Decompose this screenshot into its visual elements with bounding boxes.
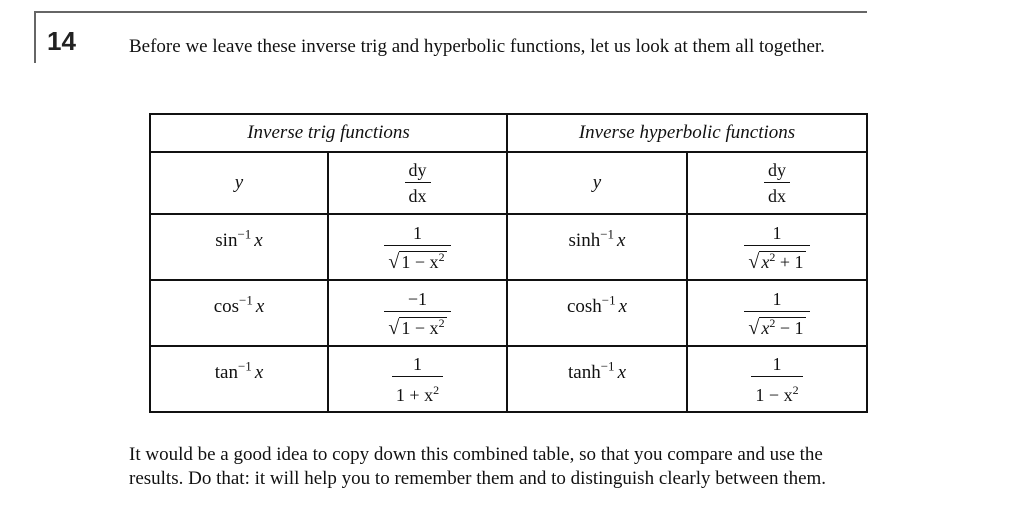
- dy-dx-fraction: [405, 159, 431, 207]
- trig-derivative-cell: [328, 280, 507, 346]
- trig-function: $\cos^{-1} x$: [213, 292, 265, 317]
- col-header-trig-y: [150, 152, 328, 214]
- trig-function-cell: [150, 214, 328, 280]
- frame-top-rule: [34, 11, 867, 13]
- group-header-hyperbolic: Inverse hyperbolic functions: [507, 114, 867, 152]
- col-header-trig-derivative: [328, 152, 507, 214]
- hyp-derivative-cell: [687, 214, 867, 280]
- frame-number: 14: [47, 26, 76, 56]
- trig-function: $\sin^{-1} x$: [215, 226, 263, 251]
- frame-left-rule: [34, 11, 36, 63]
- hyp-derivative: $\frac{1}{1 - x^2}$: [751, 353, 802, 406]
- hyp-function: $\tanh^{-1} x$: [568, 358, 626, 383]
- table-row: [150, 280, 867, 346]
- dx-label: dx: [405, 182, 431, 207]
- dy-dx-fraction: [764, 159, 790, 207]
- trig-derivative-cell: [328, 346, 507, 412]
- trig-function-cell: [150, 280, 328, 346]
- group-header-trig: Inverse trig functions: [150, 114, 507, 152]
- table-row: [150, 346, 867, 412]
- trig-derivative: $\frac{1}{1 + x^2}$: [392, 353, 443, 406]
- trig-function: $\tan^{-1} x$: [214, 358, 264, 383]
- hyp-function-cell: [507, 346, 687, 412]
- hyp-derivative: $\frac{1}{√ x^2 + 1}$: [744, 222, 809, 273]
- dy-label: dy: [768, 160, 786, 180]
- trig-derivative-cell: [328, 214, 507, 280]
- hyp-derivative-cell: [687, 280, 867, 346]
- intro-paragraph: Before we leave these inverse trig and hyperbolic functions, let us look at them all together.: [129, 36, 825, 57]
- trig-derivative: $\frac{-1}{√ 1 - x^2}$: [384, 288, 450, 339]
- y-label: y: [234, 172, 244, 193]
- hyp-function: $\sinh^{-1} x$: [568, 226, 626, 251]
- hyp-function-cell: [507, 280, 687, 346]
- hyp-derivative-cell: [687, 346, 867, 412]
- trig-derivative: $\frac{1}{√ 1 - x^2}$: [384, 222, 450, 273]
- hyp-derivative: $\frac{1}{√ x^2 - 1}$: [744, 288, 809, 339]
- trig-function-cell: [150, 346, 328, 412]
- table-row: [150, 214, 867, 280]
- dx-label: dx: [764, 182, 790, 207]
- dy-label: dy: [408, 160, 427, 180]
- col-header-hyp-y: [507, 152, 687, 214]
- col-header-hyp-derivative: [687, 152, 867, 214]
- inverse-functions-table: [149, 113, 868, 413]
- y-label: y: [592, 172, 602, 193]
- hyp-function: $\cosh^{-1} x$: [566, 292, 628, 317]
- outro-paragraph: It would be a good idea to copy down this combined table, so that you compare and use the results. Do that: it will help you to remember them and to distinguish clearly between them.: [129, 444, 827, 489]
- hyp-function-cell: [507, 214, 687, 280]
